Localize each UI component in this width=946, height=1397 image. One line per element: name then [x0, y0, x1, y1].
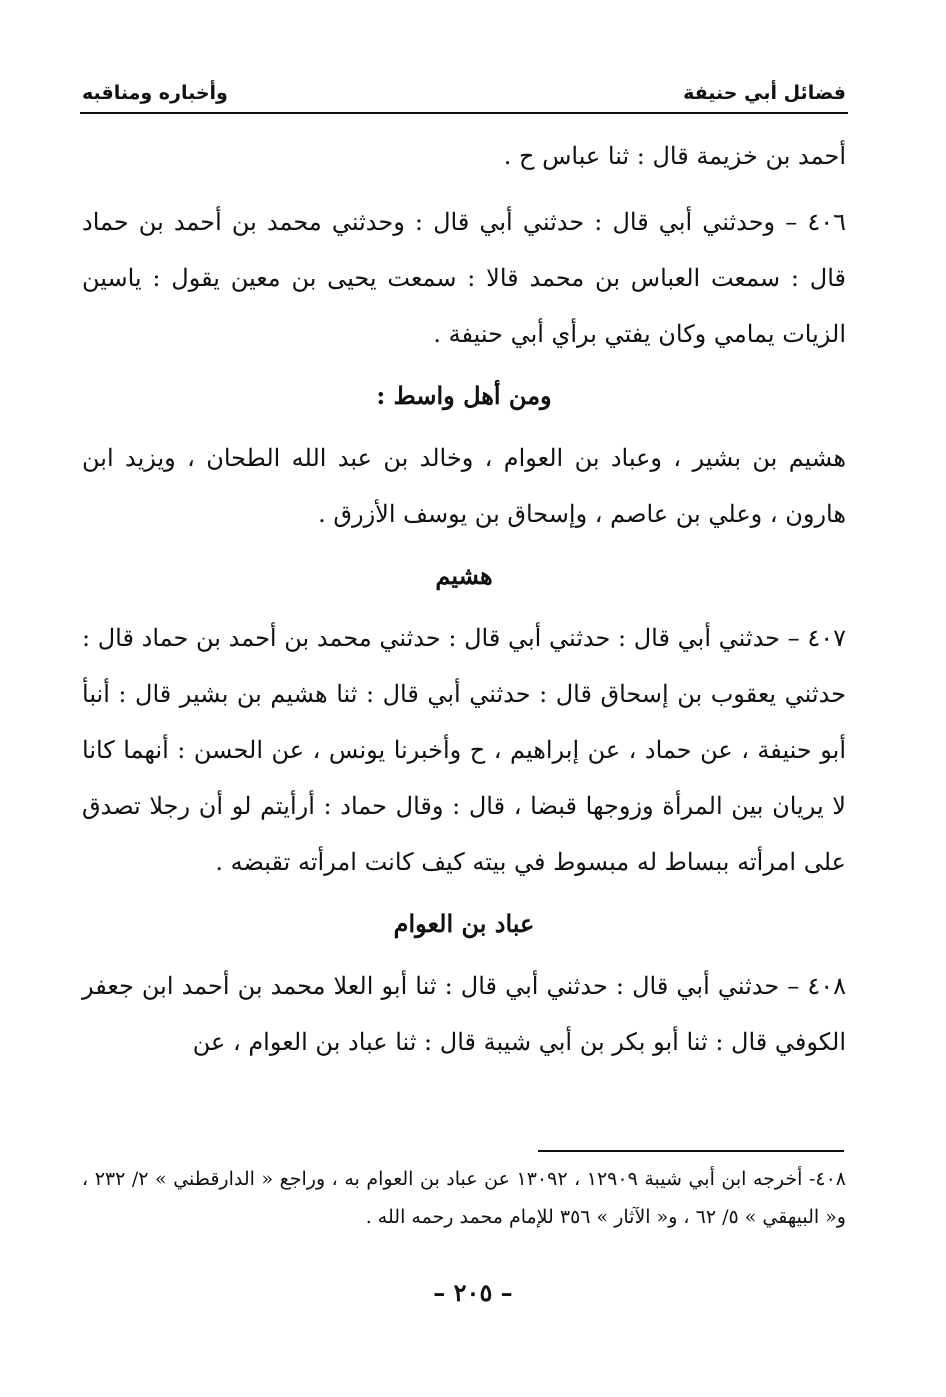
footnote-rule	[538, 1150, 844, 1152]
heading-wasit: ومن أهل واسط :	[376, 381, 552, 410]
paragraph-407: ٤٠٧ – حدثني أبي قال : حدثني أبي قال : حدثني محمد بن أحمد بن حماد قال : حدثني يعقوب بن إسحاق قال : حدثني أبي قال : ثنا هشيم بن بشير قال : أنبأ أبو حنيفة ، عن حماد ، عن إبراهيم ، ح وأخبرنا يونس ، عن الحسن : أنهما كانا لا يريان بين المرأة وزوجها قبضا ، قال : وقال حماد : أرأيتم لو أن رجلا تصدق على امرأته ببساط له مبسوط في بيته كيف كانت امرأته تقبضه .	[82, 624, 846, 876]
paragraph-wasit-list: هشيم بن بشير ، وعباد بن العوام ، وخالد بن عبد الله الطحان ، ويزيد ابن هارون ، وعلي بن عاصم ، وإسحاق بن يوسف الأزرق .	[82, 444, 846, 528]
heading-abbad: عباد بن العوام	[393, 909, 535, 938]
main-text	[82, 128, 846, 1070]
paragraph-408: ٤٠٨ – حدثني أبي قال : حدثني أبي قال : ثنا أبو العلا محمد بن أحمد ابن جعفر الكوفي قال : ثنا أبو بكر بن أبي شيبة قال : ثنا عباد بن العوام ، عن	[82, 972, 846, 1056]
footnote-408: ٤٠٨- أخرجه ابن أبي شيبة ١٢٩٠٩ ، ١٣٠٩٢ عن عباد بن العوام به ، وراجع « الدارقطني » ٢/ ٢٣٢ ، و« البيهقي » ٥/ ٦٢ ، و« الآثار » ٣٥٦ للإمام محمد رحمه الله .	[82, 1168, 846, 1228]
paragraph-406: ٤٠٦ – وحدثني أبي قال : حدثني أبي قال : وحدثني محمد بن أحمد بن حماد قال : سمعت العباس بن محمد قالا : سمعت يحيى بن معين يقول : ياسين الزيات يمامي وكان يفتي برأي أبي حنيفة .	[82, 208, 846, 348]
header-section-title: وأخباره ومناقبه	[82, 82, 228, 104]
header-rule	[80, 112, 848, 114]
running-header	[82, 64, 846, 104]
paragraph-continuation: أحمد بن خزيمة قال : ثنا عباس ح .	[503, 142, 846, 170]
heading-hushaym: هشيم	[435, 561, 493, 590]
page-number: – ٢٠٥ –	[433, 1278, 513, 1307]
header-book-title: فضائل أبي حنيفة	[683, 82, 846, 104]
